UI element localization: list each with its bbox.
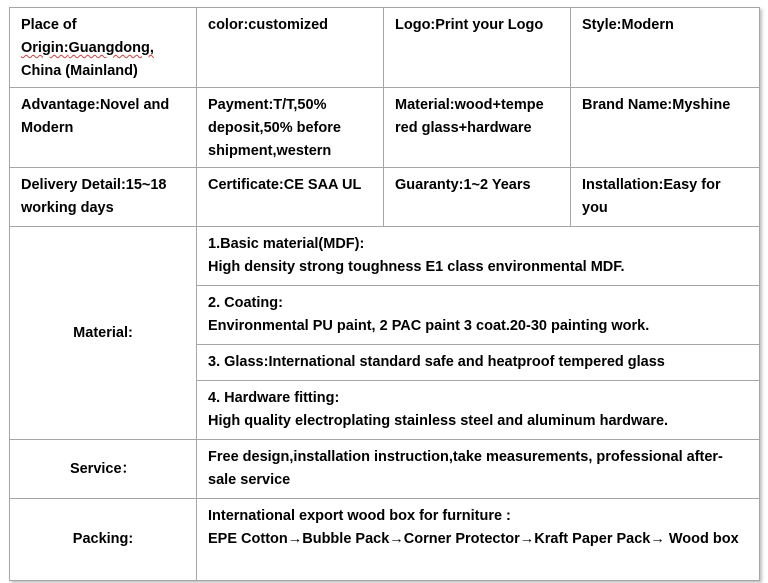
table-cell-color: color:customized bbox=[197, 8, 384, 88]
material-summary-line2: red glass+hardware bbox=[395, 120, 532, 136]
table-row bbox=[10, 227, 760, 286]
material-item-basic bbox=[197, 227, 760, 286]
table-cell-material-summary bbox=[384, 88, 571, 168]
material-item-detail: High quality electroplating stainless steel and aluminum hardware. bbox=[208, 413, 669, 429]
table-cell-advantage: Advantage:Novel and Modern bbox=[10, 88, 197, 168]
service-label: Service： bbox=[10, 440, 197, 499]
material-item-detail: Environmental PU paint, 2 PAC paint 3 coat.20-30 painting work. bbox=[208, 318, 650, 334]
service-text: Free design,installation instruction,take measurements, professional after-sale service bbox=[197, 440, 760, 499]
origin-label-line3: China (Mainland) bbox=[21, 63, 138, 79]
material-summary-line1: Material:wood+tempe bbox=[395, 97, 544, 113]
table-cell-certificate: Certificate:CE SAA UL bbox=[197, 168, 384, 227]
table-cell-origin bbox=[10, 8, 197, 88]
origin-label-key: Origin: bbox=[21, 40, 69, 56]
material-item-coating bbox=[197, 286, 760, 345]
material-item-title: 1.Basic material(MDF): bbox=[208, 236, 365, 252]
table-cell-guaranty: Guaranty:1~2 Years bbox=[384, 168, 571, 227]
table-cell-logo: Logo:Print your Logo bbox=[384, 8, 571, 88]
table-cell-payment: Payment:T/T,50% deposit,50% before shipment,western bbox=[197, 88, 384, 168]
table-row bbox=[10, 8, 760, 88]
spec-table bbox=[9, 7, 760, 581]
packing-title: International export wood box for furniture : bbox=[208, 508, 511, 524]
material-item-hardware bbox=[197, 381, 760, 440]
material-item-detail: High density strong toughness E1 class environmental MDF. bbox=[208, 259, 625, 275]
material-item-title: 4. Hardware fitting: bbox=[208, 390, 340, 406]
table-cell-installation: Installation:Easy for you bbox=[571, 168, 760, 227]
material-label: Material: bbox=[10, 227, 197, 440]
table-row bbox=[10, 88, 760, 168]
origin-label-value: Guangdong, bbox=[68, 40, 154, 56]
packing-detail: EPE Cotton→Bubble Pack→Corner Protector→Kraft Paper Pack→ Wood box bbox=[208, 531, 739, 547]
material-item-title: 2. Coating: bbox=[208, 295, 283, 311]
table-row bbox=[10, 440, 760, 499]
table-row bbox=[10, 168, 760, 227]
table-cell-delivery: Delivery Detail:15~18 working days bbox=[10, 168, 197, 227]
material-item-glass bbox=[197, 345, 760, 381]
packing-text bbox=[197, 499, 760, 581]
table-cell-style: Style:Modern bbox=[571, 8, 760, 88]
table-row bbox=[10, 499, 760, 581]
table-cell-brand: Brand Name:Myshine bbox=[571, 88, 760, 168]
origin-label-line1: Place of bbox=[21, 17, 77, 33]
packing-label: Packing: bbox=[10, 499, 197, 581]
material-item-title: 3. Glass:International standard safe and heatproof tempered glass bbox=[208, 354, 665, 370]
